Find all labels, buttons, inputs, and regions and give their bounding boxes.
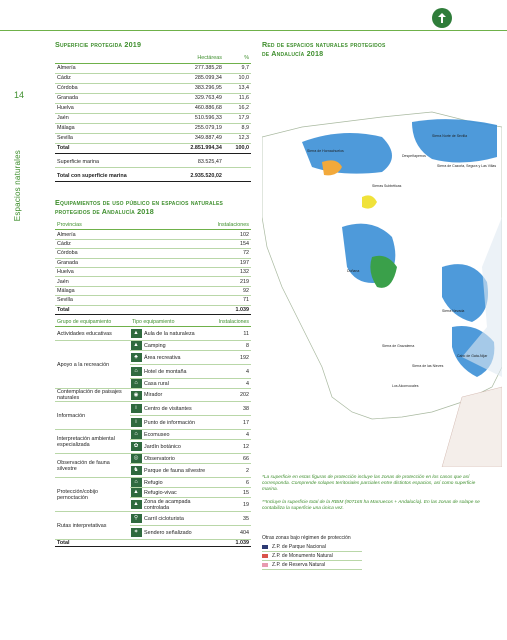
col-group: Grupo de equipamiento [55, 318, 130, 327]
equip-type-icon: ⌂ [131, 430, 142, 439]
equip-cell-name: Sevilla [55, 296, 143, 305]
equip-type-label: Jardín botánico [142, 440, 217, 454]
map-title [262, 40, 502, 58]
type-row [55, 389, 251, 402]
equip-type-icon-cell [130, 488, 142, 498]
equip-title-line2: protegidos de Andalucía 2018 [55, 206, 154, 216]
equip-type-label: Sendero señalizado [142, 526, 217, 540]
equip-cell-n: 132 [143, 267, 251, 276]
legend-swatch [262, 545, 268, 549]
equip-type-count: 15 [217, 488, 251, 498]
equip-type-icon: ⌂ [131, 478, 142, 487]
surface-row [55, 63, 251, 73]
equip-cell-name: Almería [55, 230, 143, 239]
equip-type-icon-cell [130, 402, 142, 416]
equip-type-icon-cell [130, 478, 142, 488]
equip-cell-name: Cádiz [55, 239, 143, 248]
equip-type-count: 2 [217, 464, 251, 478]
equip-type-label: Refugio-vivac [142, 488, 217, 498]
equip-type-icon-cell [130, 341, 142, 351]
equip-type-label: Ecomuseo [142, 430, 217, 440]
equip-type-count: 4 [217, 379, 251, 389]
park-sierra-norte [302, 133, 392, 174]
equip-type-icon: ◉ [131, 391, 142, 400]
surface-row [55, 133, 251, 143]
equip-type-icon: ⚲ [131, 514, 142, 523]
col-type: Tipo equipamiento [130, 318, 217, 327]
map-label: Sierra Nevada [442, 309, 465, 313]
equip-type-icon: ▲ [131, 488, 142, 497]
surface-cell-pct: 12,3 [224, 133, 251, 143]
equip-type-label: Área recreativa [142, 351, 217, 365]
surface-cell-ha: 255.079,19 [169, 123, 224, 133]
equip-row [55, 296, 251, 305]
type-row [55, 512, 251, 526]
equip-type-icon: ⌂ [131, 379, 142, 388]
surface-row [55, 123, 251, 133]
surface-total-label: Total [55, 143, 169, 153]
equip-type-count: 38 [217, 402, 251, 416]
map-label: Sierras Subbéticas [372, 184, 402, 188]
equip-type-label: Observatorio [142, 454, 217, 464]
equip-row [55, 286, 251, 295]
equip-cell-name: Granada [55, 258, 143, 267]
equip-group-label: Actividades educativas [55, 327, 130, 341]
surface-title: Superficie protegida 2019 [55, 40, 142, 49]
type-row [55, 341, 251, 351]
marine-label: Superficie marina [55, 157, 169, 167]
equip-type-icon-cell [130, 389, 142, 402]
legend-label: Z.P. de Monumento Natural [272, 553, 333, 559]
surface-cell-pct: 13,4 [224, 83, 251, 93]
surface-cell-ha: 510.596,33 [169, 113, 224, 123]
equip-row [55, 267, 251, 276]
map-label: Sierra de Grazalema [382, 344, 415, 348]
equip-type-count: 202 [217, 389, 251, 402]
surface-row [55, 93, 251, 103]
equip-type-label: Hotel de montaña [142, 365, 217, 379]
surface-total-pct: 100,0 [224, 143, 251, 153]
legend-item [262, 552, 362, 561]
equip-group-label: Información [55, 402, 130, 430]
surface-cell-name: Cádiz [55, 73, 169, 83]
map-title-line1: Red de espacios naturales protegidos [262, 40, 386, 49]
type-row [55, 430, 251, 440]
map-label: Cabo de Gata-Níjar [457, 354, 488, 358]
equip-type-icon: i [131, 404, 142, 413]
equip-type-icon: ▲ [131, 329, 142, 338]
col-hectares: Hectáreas [169, 54, 224, 63]
protected-areas-map [262, 67, 502, 467]
surface-cell-ha: 349.887,49 [169, 133, 224, 143]
equip-type-label: Parque de fauna silvestre [142, 464, 217, 478]
equip-type-count: 4 [217, 365, 251, 379]
type-row [55, 402, 251, 416]
equip-type-icon: ♞ [131, 466, 142, 475]
col-type-installations: Instalaciones [218, 319, 249, 326]
page-number: 14 [14, 90, 25, 100]
surface-total-ha: 2.851.994,34 [169, 143, 224, 153]
total-marine-ha: 2.935.520,02 [169, 171, 224, 181]
map-note-2: **Incluye la superficie total de la RBIM (907165 ha Marruecos + Andalucía). En las zonas de solape se contabiliza la superficie una única vez. [262, 500, 480, 511]
equip-type-count: 11 [217, 327, 251, 341]
surface-cell-name: Almería [55, 63, 169, 73]
equip-type-label: Centro de visitantes [142, 402, 217, 416]
equip-group-label: Rutas interpretativas [55, 512, 130, 540]
equip-cell-name: Málaga [55, 286, 143, 295]
equip-cell-n: 219 [143, 277, 251, 286]
legend-label: Z.P. de Parque Nacional [272, 544, 326, 550]
equip-type-label: Punto de información [142, 416, 217, 430]
equip-type-label: Carril cicloturista [142, 512, 217, 526]
equip-row [55, 277, 251, 286]
equip-type-icon-cell [130, 430, 142, 440]
surface-row [55, 73, 251, 83]
equip-total-n: 1.039 [143, 305, 251, 314]
equip-row [55, 230, 251, 239]
equip-type-icon-cell [130, 498, 142, 512]
surface-row [55, 103, 251, 113]
equip-cell-name: Córdoba [55, 249, 143, 258]
equip-title-line1: Equipamientos de uso público en espacios naturales [55, 197, 224, 207]
equip-type-count: 17 [217, 416, 251, 430]
surface-cell-ha: 460.886,68 [169, 103, 224, 113]
legend-title: Otras zonas bajo régimen de protección [262, 535, 351, 541]
equip-cell-n: 197 [143, 258, 251, 267]
legend-swatch [262, 563, 268, 567]
equip-type-count: 4 [217, 430, 251, 440]
surface-row [55, 83, 251, 93]
equip-type-label: Zona de acampada controlada [142, 498, 217, 512]
legend-item [262, 543, 362, 552]
equip-type-icon-cell [130, 327, 142, 341]
right-column [262, 40, 502, 58]
equip-type-icon: ▲ [131, 341, 142, 350]
left-column [55, 40, 251, 547]
surface-cell-pct: 16,2 [224, 103, 251, 113]
type-total-n: 1.039 [217, 540, 251, 547]
logo-icon [432, 8, 452, 28]
equip-province-table [55, 221, 251, 315]
col-provinces: Provincias [55, 221, 143, 230]
equip-row [55, 258, 251, 267]
marine-ha: 83.525,47 [169, 157, 224, 167]
surface-cell-name: Málaga [55, 123, 169, 133]
map-label: Sierra de Cazorla, Segura y Las Villas [437, 164, 497, 168]
equip-type-icon-cell [130, 365, 142, 379]
equip-type-table [55, 318, 251, 548]
equip-type-icon-cell [130, 454, 142, 464]
equip-type-icon-cell [130, 526, 142, 540]
map-label: Doñana [347, 269, 360, 273]
equip-type-label: Camping [142, 341, 217, 351]
equip-type-icon: i [131, 418, 142, 427]
top-rule [0, 30, 507, 31]
equip-group-label: Contemplación de paisajes naturales [55, 389, 130, 402]
equip-type-label: Mirador [142, 389, 217, 402]
type-row [55, 478, 251, 488]
surface-cell-pct: 11,6 [224, 93, 251, 103]
equip-type-icon-cell [130, 416, 142, 430]
surface-cell-name: Huelva [55, 103, 169, 113]
surface-table [55, 54, 251, 182]
surface-cell-name: Jaén [55, 113, 169, 123]
equip-type-count: 192 [217, 351, 251, 365]
equip-type-count: 19 [217, 498, 251, 512]
surface-cell-name: Córdoba [55, 83, 169, 93]
legend [262, 543, 362, 570]
map-label: Sierra Norte de Sevilla [432, 134, 468, 138]
surface-row [55, 113, 251, 123]
map-label: Despeñaperros [402, 154, 426, 158]
surface-cell-pct: 9,7 [224, 63, 251, 73]
surface-cell-ha: 285.099,34 [169, 73, 224, 83]
surface-cell-ha: 329.763,49 [169, 93, 224, 103]
map-label: Sierra de Hornachuelos [307, 149, 344, 153]
legend-swatch [262, 554, 268, 558]
equip-type-icon: ✶ [131, 528, 142, 537]
equip-type-icon: ♣ [131, 353, 142, 362]
equip-type-icon-cell [130, 351, 142, 365]
map-note-1: *La superficie en estas figuras de protección incluye las zonas de protección en los casos que así corresponda. Comprende solapes territoriales parciales entre distintos espacios, así como superficie marina. [262, 475, 476, 492]
equip-type-count: 12 [217, 440, 251, 454]
surface-cell-pct: 10,0 [224, 73, 251, 83]
col-percent: % [224, 54, 251, 63]
equip-group-label: Apoyo a la recreación [55, 341, 130, 389]
equip-type-label: Casa rural [142, 379, 217, 389]
col-installations: Instalaciones [143, 221, 251, 230]
surface-cell-pct: 8,9 [224, 123, 251, 133]
equip-cell-n: 72 [143, 249, 251, 258]
equip-type-icon-cell [130, 379, 142, 389]
type-row [55, 454, 251, 464]
equip-total-label: Total [55, 305, 143, 314]
equip-type-icon-cell [130, 512, 142, 526]
legend-item [262, 561, 362, 570]
equip-cell-name: Huelva [55, 267, 143, 276]
surface-cell-ha: 383.296,95 [169, 83, 224, 93]
equip-type-count: 6 [217, 478, 251, 488]
surface-cell-ha: 277.385,28 [169, 63, 224, 73]
side-section-title: Espacios naturales [13, 150, 22, 222]
type-row [55, 327, 251, 341]
equip-title [55, 198, 251, 216]
equip-type-count: 8 [217, 341, 251, 351]
surface-cell-name: Sevilla [55, 133, 169, 143]
equip-type-icon: ◎ [131, 454, 142, 463]
map-label: Los Alcornocales [392, 384, 419, 388]
equip-type-label: Aula de la naturaleza [142, 327, 217, 341]
equip-type-count: 404 [217, 526, 251, 540]
equip-group-label: Protección/cobijo pernoctación [55, 478, 130, 512]
equip-group-label: Interpretación ambiental especializada [55, 430, 130, 454]
map-title-line2: de Andalucía 2018 [262, 49, 324, 58]
equip-type-count: 66 [217, 454, 251, 464]
type-total-label: Total [55, 540, 217, 547]
equip-type-icon: ✿ [131, 442, 142, 451]
surface-cell-name: Granada [55, 93, 169, 103]
equip-cell-n: 71 [143, 296, 251, 305]
equip-type-icon: ⌂ [131, 367, 142, 376]
equip-type-icon-cell [130, 464, 142, 478]
equip-type-icon: ▲ [131, 500, 142, 509]
equip-row [55, 239, 251, 248]
equip-row [55, 249, 251, 258]
total-marine-label: Total con superficie marina [55, 171, 169, 181]
equip-group-label: Observación de fauna silvestre [55, 454, 130, 478]
map-label: Sierra de las Nieves [412, 364, 444, 368]
equip-type-label: Refugio [142, 478, 217, 488]
equip-type-icon-cell [130, 440, 142, 454]
equip-type-count: 35 [217, 512, 251, 526]
surface-cell-pct: 17,9 [224, 113, 251, 123]
equip-cell-name: Jaén [55, 277, 143, 286]
equip-cell-n: 154 [143, 239, 251, 248]
legend-label: Z.P. de Reserva Natural [272, 562, 325, 568]
equip-cell-n: 92 [143, 286, 251, 295]
equip-cell-n: 102 [143, 230, 251, 239]
